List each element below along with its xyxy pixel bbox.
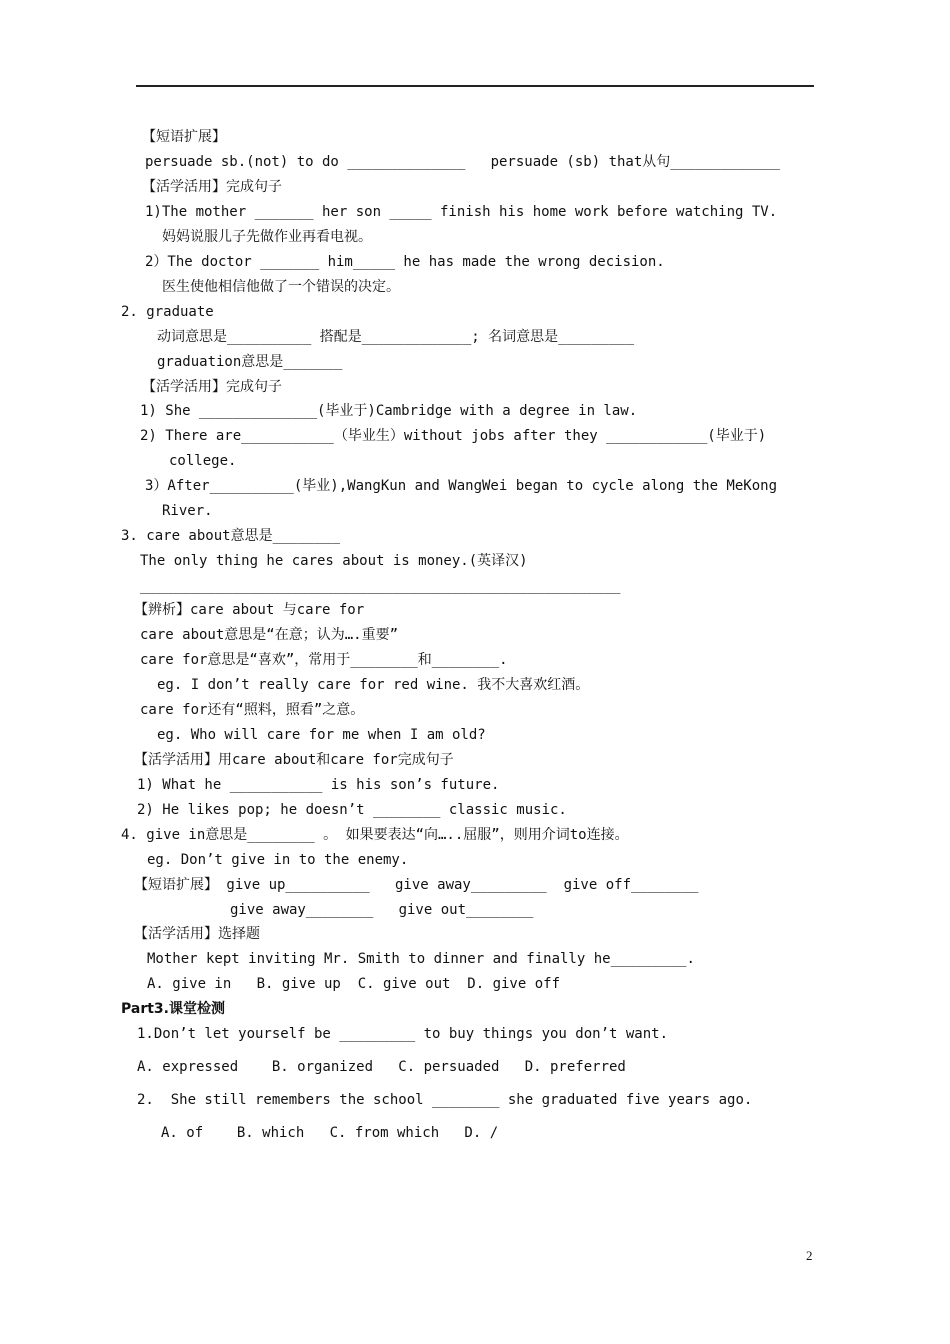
text-line: 妈妈说服儿子先做作业再看电视。 xyxy=(162,229,372,245)
text-line: care about意思是“在意；认为….重要” xyxy=(140,627,399,643)
text-line: 动词意思是__________ 搭配是_____________; 名词意思是_________ xyxy=(157,329,635,345)
text-line: give away________ give out________ xyxy=(230,902,534,918)
text-line: 2）The doctor _______ him_____ he has made the wrong decision. xyxy=(145,254,665,270)
text-line: eg. Who will care for me when I am old? xyxy=(157,727,486,743)
header-rule xyxy=(136,85,814,87)
text-line: _________________________________________________________ xyxy=(140,578,621,594)
text-line: 【辨析】care about 与care for xyxy=(134,602,365,618)
text-line: 2. graduate xyxy=(121,304,214,320)
text-line: eg. Don’t give in to the enemy. xyxy=(147,852,409,868)
text-line: 【活学活用】完成句子 xyxy=(142,379,282,395)
text-line: 2) There are___________（毕业生）without jobs after they ____________(毕业于) xyxy=(140,428,767,444)
text-line: persuade sb.(not) to do ______________ persuade (sb) that从句_____________ xyxy=(145,154,780,170)
text-line: A. expressed B. organized C. persuaded D. preferred xyxy=(137,1059,626,1075)
text-line: River. xyxy=(162,503,213,519)
text-line: 4. give in意思是________ 。 如果要表达“向…..屈服”，则用介词to连接。 xyxy=(121,827,629,843)
text-line: 3）After__________(毕业),WangKun and WangWei began to cycle along the MeKong xyxy=(145,478,778,494)
text-line: 3. care about意思是________ xyxy=(121,528,341,544)
text-line: 2) He likes pop; he doesn’t ________ classic music. xyxy=(137,802,567,818)
text-line: The only thing he cares about is money.(英译汉) xyxy=(140,553,528,569)
text-line: 1) What he ___________ is his son’s future. xyxy=(137,777,500,793)
text-line: 【活学活用】用care about和care for完成句子 xyxy=(134,752,454,768)
text-line: Part3.课堂检测 xyxy=(121,1001,225,1017)
page-number: 2 xyxy=(806,1248,813,1263)
text-line: care for还有“照料，照看”之意。 xyxy=(140,702,365,718)
text-line: college. xyxy=(169,453,237,469)
text-line: 【短语扩展】 give up__________ give away_________ give off________ xyxy=(134,877,699,893)
text-line: care for意思是“喜欢”，常用于________和________. xyxy=(140,652,508,668)
text-line: 2. She still remembers the school ________ she graduated five years ago. xyxy=(137,1092,753,1108)
text-line: 1) She ______________(毕业于)Cambridge with a degree in law. xyxy=(140,403,638,419)
text-line: 1.Don’t let yourself be _________ to buy things you don’t want. xyxy=(137,1026,669,1042)
text-line: Mother kept inviting Mr. Smith to dinner and finally he_________. xyxy=(147,951,695,967)
text-line: 【活学活用】完成句子 xyxy=(142,179,282,195)
text-line: A. give in B. give up C. give out D. give off xyxy=(147,976,561,992)
text-line: 1)The mother _______ her son _____ finish his home work before watching TV. xyxy=(145,204,778,220)
text-line: A. of B. which C. from which D. / xyxy=(161,1125,499,1141)
text-line: 【短语扩展】 xyxy=(142,129,226,145)
text-line: 【活学活用】选择题 xyxy=(134,926,260,942)
text-line: eg. I don’t really care for red wine. 我不大喜欢红酒。 xyxy=(157,677,590,693)
text-line: graduation意思是_______ xyxy=(157,354,343,370)
text-line: 医生使他相信他做了一个错误的决定。 xyxy=(162,279,400,295)
